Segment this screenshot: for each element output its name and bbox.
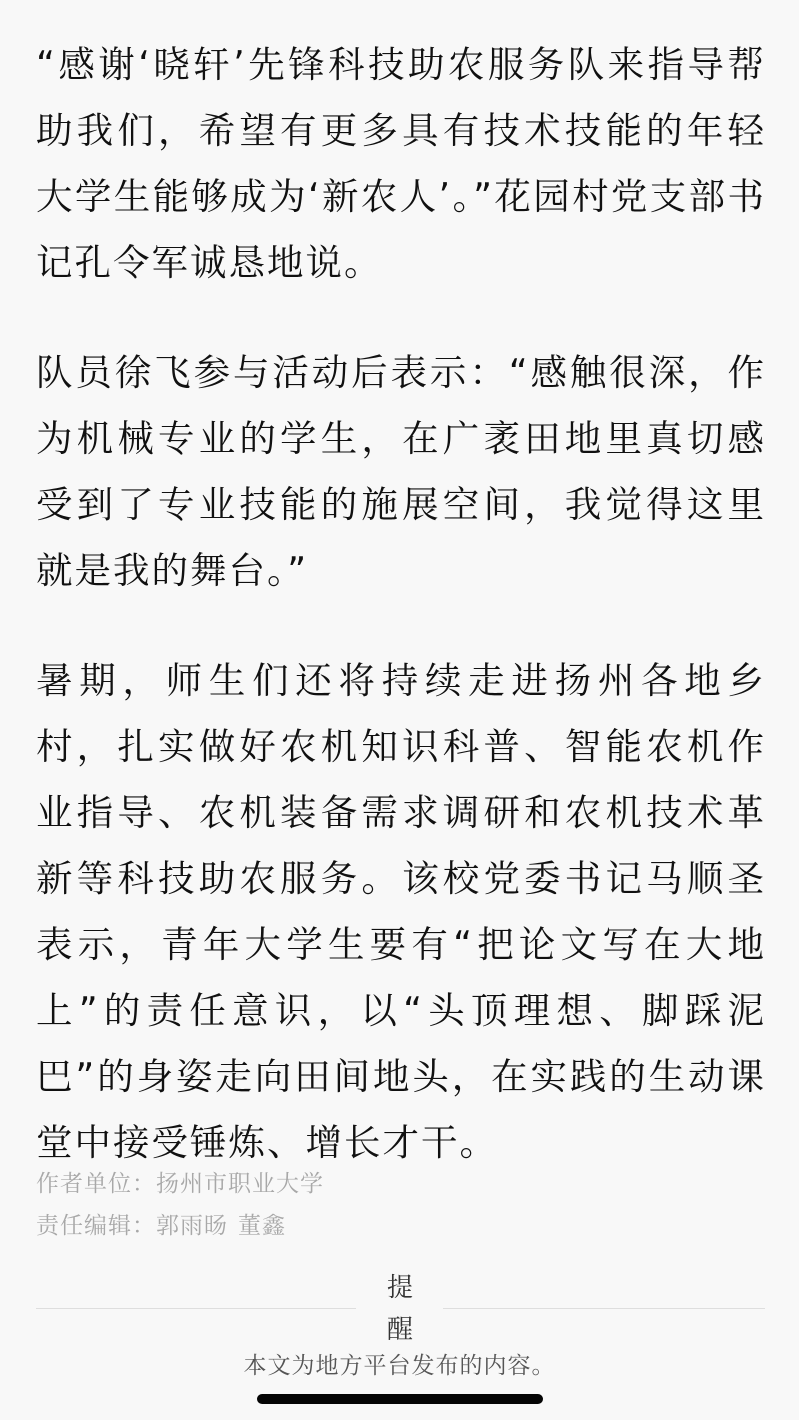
editor-line <box>36 1205 756 1247</box>
reminder-divider-right <box>443 1308 765 1309</box>
author-unit-label: 作者单位： <box>36 1171 156 1197</box>
reminder-title: 提醒 <box>386 1273 413 1345</box>
author-unit-value: 扬州市职业大学 <box>156 1171 324 1197</box>
author-unit-line <box>36 1163 756 1205</box>
article-body <box>36 32 766 1220</box>
article-paragraph: 队员徐飞参与活动后表示：“感触很深，作为机械专业的学生，在广袤田地里真切感受到了专业技能的施展空间，我觉得这里就是我的舞台。” <box>36 351 766 592</box>
reminder-section <box>0 1265 799 1355</box>
home-indicator[interactable] <box>257 1394 543 1404</box>
platform-notice: 本文为地方平台发布的内容。 <box>243 1353 556 1379</box>
article-paragraph: 暑期，师生们还将持续走进扬州各地乡村，扎实做好农机知识科普、智能农机作业指导、农机装备需求调研和农机技术革新等科技助农服务。该校党委书记马顺圣表示，青年大学生要有“把论文写在大地上”的责任意识，以“头顶理想、脚踩泥巴”的身姿走向田间地头，在实践的生动课堂中接受锤炼、增长才干。 <box>36 659 766 1164</box>
article-paragraph: “感谢‘晓轩’先锋科技助农服务队来指导帮助我们，希望有更多具有技术技能的年轻大学生能够成为‘新农人’。”花园村党支部书记孔令军诚恳地说。 <box>36 43 766 284</box>
reminder-divider-left <box>36 1308 356 1309</box>
editor-name: 郭雨旸 <box>156 1213 228 1239</box>
editor-name: 董鑫 <box>238 1213 286 1239</box>
article-meta <box>36 1163 756 1247</box>
editor-label: 责任编辑： <box>36 1213 156 1239</box>
